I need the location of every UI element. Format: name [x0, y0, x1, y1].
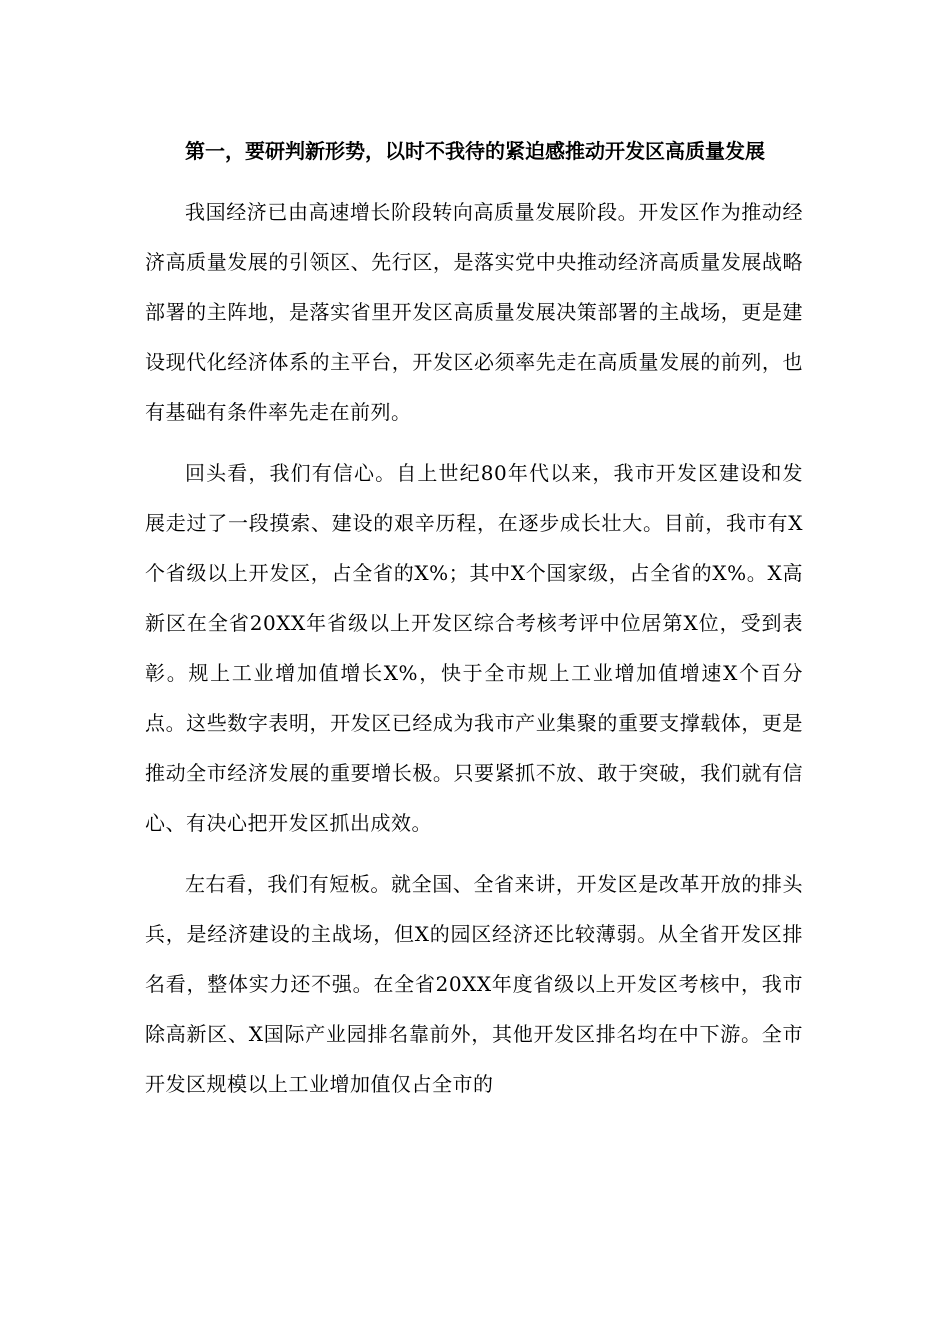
- section-heading: 第一，要研判新形势，以时不我待的紧迫感推动开发区高质量发展: [185, 139, 765, 163]
- spacer: [145, 176, 803, 187]
- paragraph-shortcomings: 左右看，我们有短板。就全国、全省来讲，开发区是改革开放的排头兵，是经济建设的主战场，但X的园区经济还比较薄弱。从全省开发区排名看，整体实力还不强。在全省20XX年度省级以上开发区考核中，我市除高新区、X国际产业园排名靠前外，其他开发区排名均在中下游。全市开发区规模以上工业增加值仅占全市的: [145, 872, 803, 1096]
- document-body: [145, 126, 803, 1109]
- spacer: [145, 437, 803, 448]
- paragraph-confidence: 回头看，我们有信心。自上世纪80年代以来，我市开发区建设和发展走过了一段摸索、建设的艰辛历程，在逐步成长壮大。目前，我市有X个省级以上开发区，占全省的X%；其中X个国家级，占全省的X%。X高新区在全省20XX年省级以上开发区综合考核考评中位居第X位，受到表彰。规上工业增加值增长X%，快于全市规上工业增加值增速X个百分点。这些数字表明，开发区已经成为我市产业集聚的重要支撑载体，更是推动全市经济发展的重要增长极。只要紧抓不放、敢于突破，我们就有信心、有决心把开发区抓出成效。: [145, 461, 803, 835]
- spacer: [145, 848, 803, 859]
- paragraph-intro: 我国经济已由高速增长阶段转向高质量发展阶段。开发区作为推动经济高质量发展的引领区、先行区，是落实党中央推动经济高质量发展战略部署的主阵地，是落实省里开发区高质量发展决策部署的主战场，更是建设现代化经济体系的主平台，开发区必须率先走在高质量发展的前列，也有基础有条件率先走在前列。: [145, 200, 803, 424]
